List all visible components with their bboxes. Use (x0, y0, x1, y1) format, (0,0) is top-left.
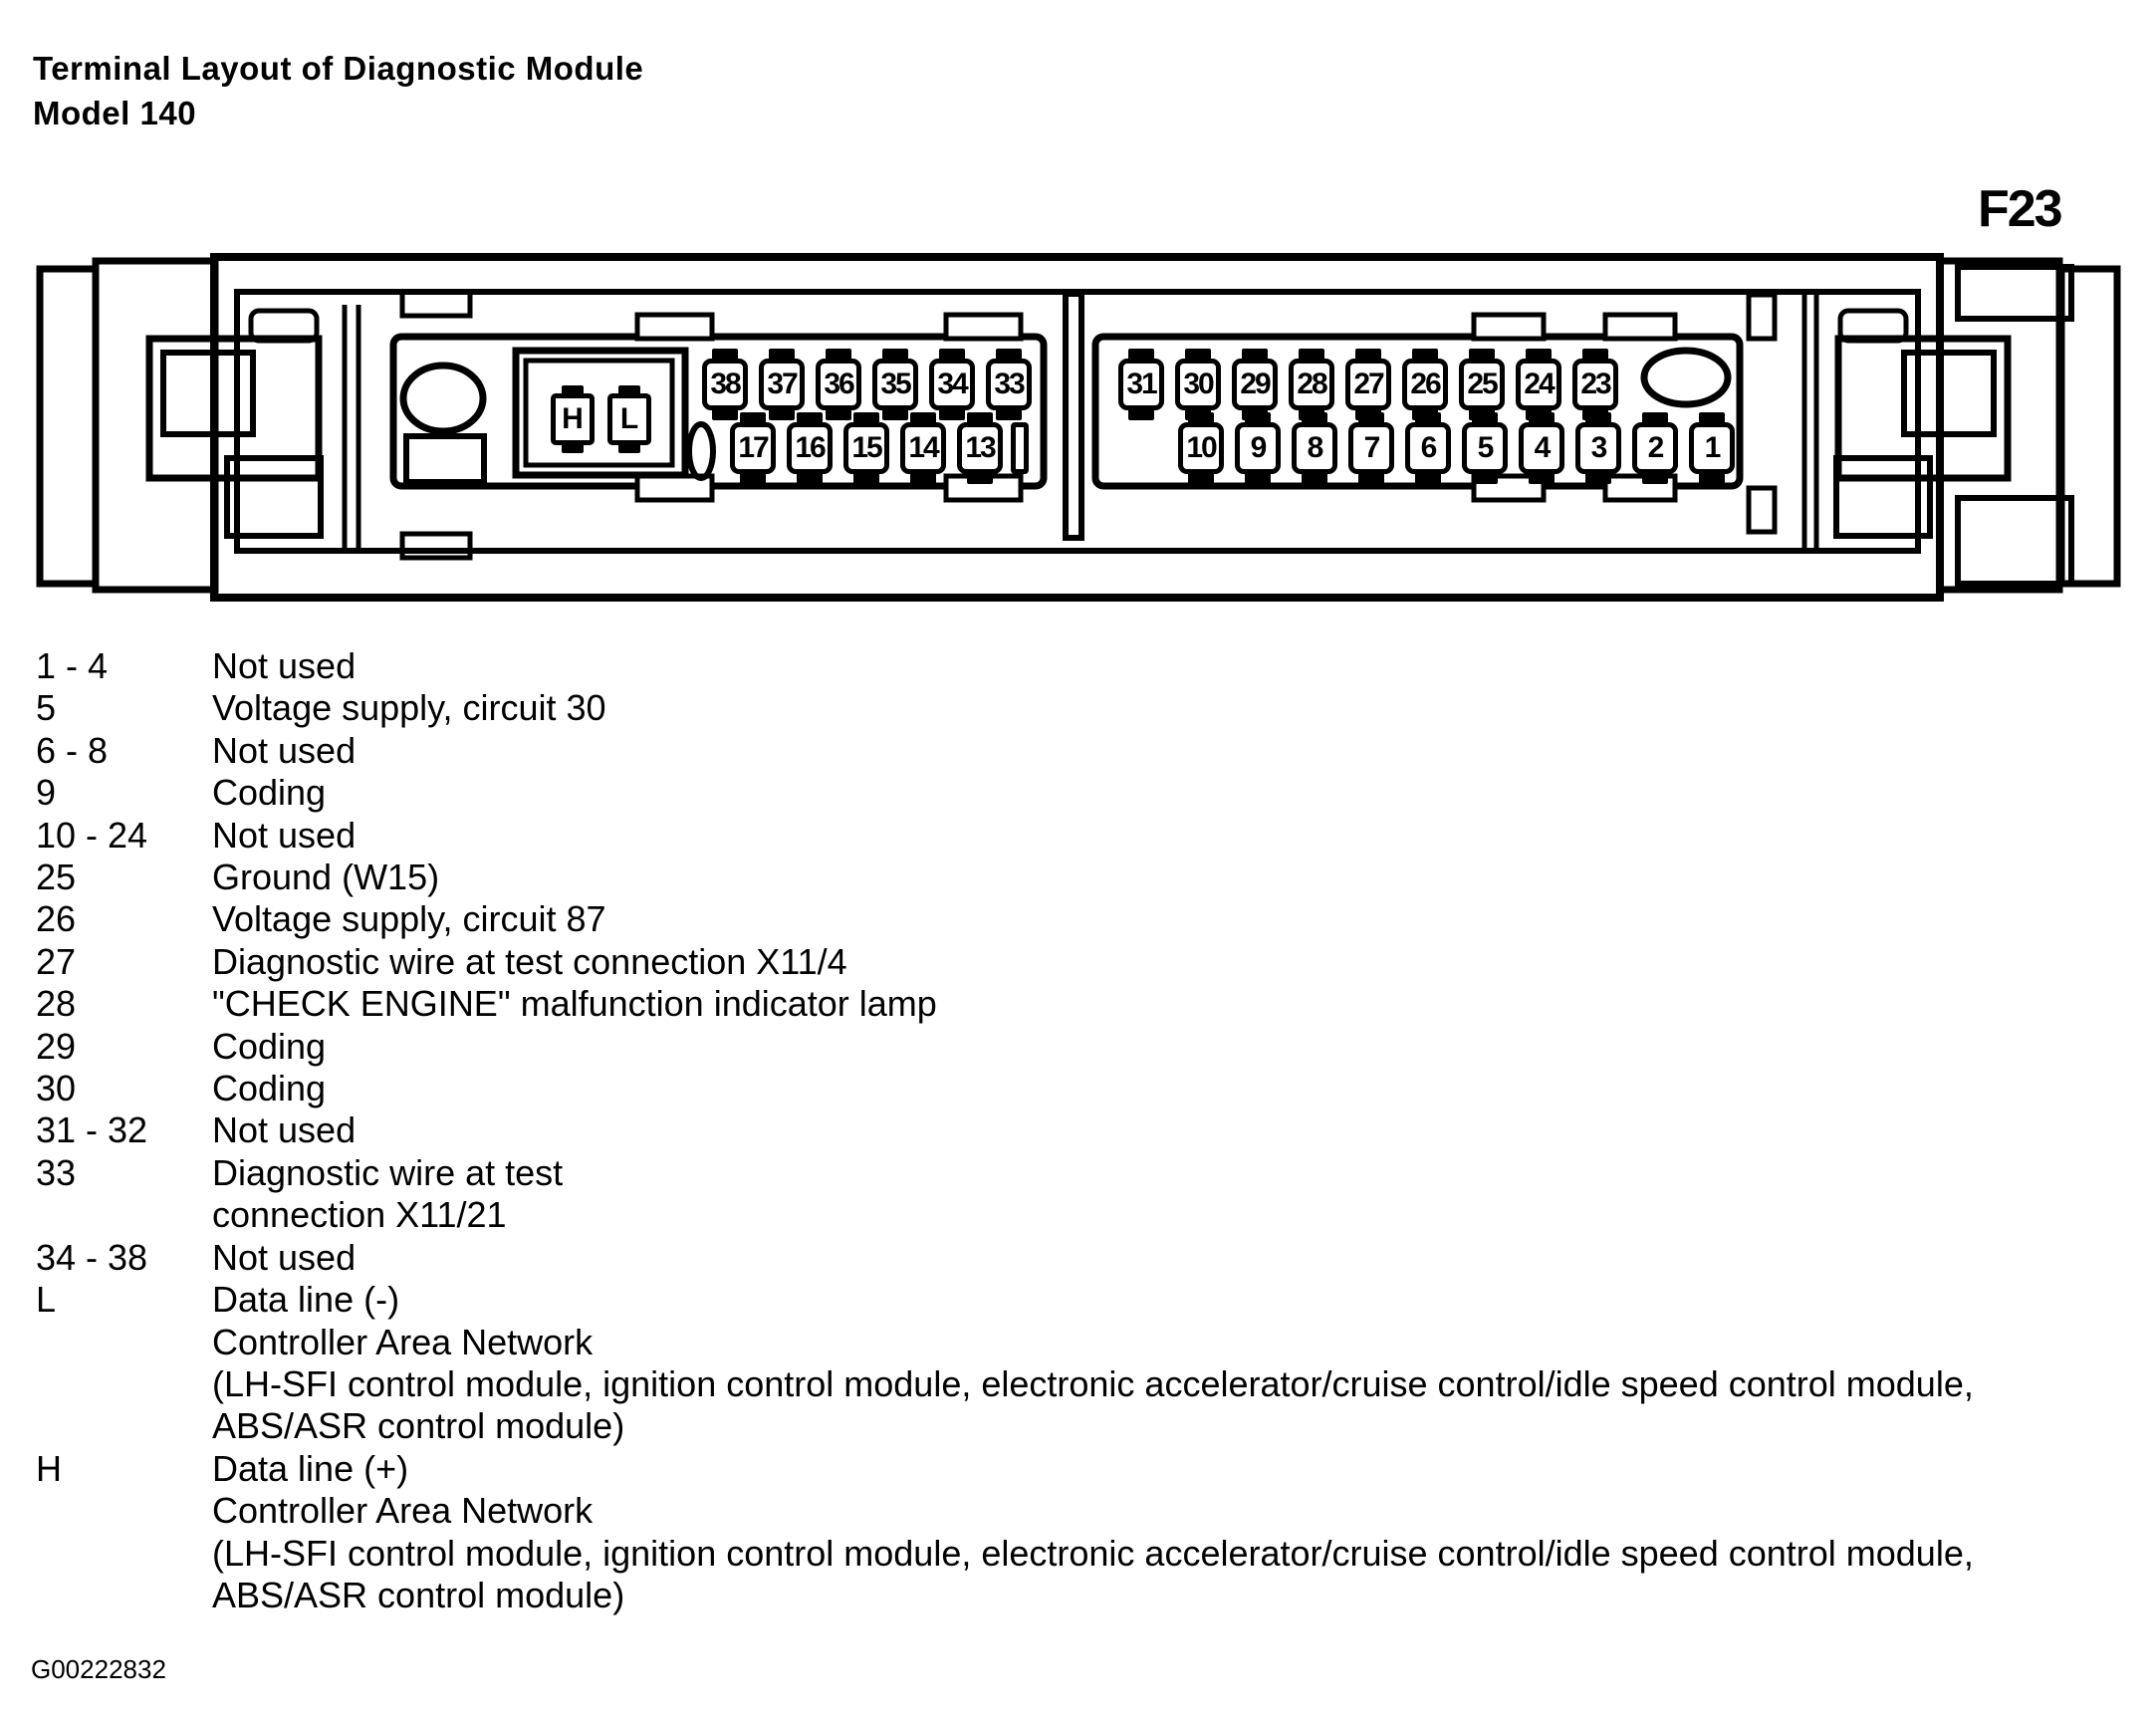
legend-term: 5 (36, 687, 57, 729)
legend-term: 10 - 24 (36, 814, 148, 856)
legend-row (36, 1448, 2132, 1617)
center-divider (1066, 294, 1081, 538)
legend-desc-line: Controller Area Network (212, 1321, 594, 1362)
terminal-pin: 14 (900, 422, 946, 474)
legend-row (36, 1279, 2132, 1448)
terminal-pin: 29 (1232, 359, 1278, 410)
terminal-pin: 30 (1175, 359, 1221, 410)
terminal-pin: 16 (787, 422, 833, 474)
terminal-row-hl (551, 393, 651, 445)
detail-rect-bottom-right (1749, 488, 1775, 532)
terminal-pin: 23 (1572, 359, 1618, 410)
legend-desc-line: (LH-SFI control module, ignition control module, electronic accelerator/cruise control/idle speed control module, (212, 1532, 1974, 1574)
legend-desc-line: Not used (212, 814, 357, 856)
terminal-pin: 33 (986, 359, 1032, 410)
legend-desc-line: "CHECK ENGINE" malfunction indicator lamp (212, 983, 937, 1025)
right-bracket-top (1958, 267, 2071, 319)
terminal-row-38-33 (702, 359, 1032, 410)
figure-id: G00222832 (31, 1654, 166, 1684)
legend-desc-line: Voltage supply, circuit 87 (212, 898, 606, 940)
legend-term: 26 (36, 898, 77, 940)
legend-desc-line: Not used (212, 1236, 357, 1278)
keyway-small-oval (689, 424, 713, 478)
legend-desc-line: Ground (W15) (212, 857, 440, 898)
keyway-oval-left (403, 366, 483, 431)
terminal-pin: 17 (730, 422, 776, 474)
left-end-cap (40, 269, 96, 584)
terminal-pin: 35 (872, 359, 918, 410)
page-title-line1: Terminal Layout of Diagnostic Module (33, 50, 644, 87)
legend-term: 33 (36, 1151, 77, 1193)
legend-desc-line: Data line (+) (212, 1447, 409, 1489)
detail-rect-top-left (402, 292, 470, 316)
legend-desc-line: Not used (212, 1109, 357, 1151)
legend-desc-line: Data line (-) (212, 1279, 400, 1321)
legend-term: H (36, 1447, 62, 1489)
keyway-oval-right (1644, 351, 1728, 404)
legend-row (36, 815, 2132, 857)
terminal-pin: 24 (1516, 359, 1561, 410)
legend-row (36, 645, 2132, 687)
terminal-pin: 10 (1178, 422, 1224, 474)
legend-row (36, 730, 2132, 772)
terminal-pin: 27 (1345, 359, 1391, 410)
legend-desc-line: Controller Area Network (212, 1490, 594, 1532)
legend-desc-line: ABS/ASR control module) (212, 1405, 625, 1447)
legend-row (36, 983, 2132, 1025)
legend-row (36, 772, 2132, 814)
legend-row (36, 898, 2132, 940)
legend-row (36, 1237, 2132, 1279)
legend-term: 28 (36, 983, 77, 1025)
legend-desc-line: Coding (212, 1068, 327, 1109)
terminal-row-31-23 (1118, 359, 1618, 410)
right-latch (1836, 311, 2008, 536)
terminal-pin: 5 (1462, 422, 1508, 474)
legend-desc-line: Diagnostic wire at test connection X11/4 (212, 940, 847, 982)
legend-term: 29 (36, 1025, 77, 1067)
detail-rect-top-right (1749, 295, 1775, 339)
terminal-pin: 9 (1235, 422, 1281, 474)
legend-row (36, 1152, 2132, 1237)
keyway-square-left (406, 436, 484, 482)
terminal-pin: 25 (1459, 359, 1505, 410)
left-block (96, 261, 215, 590)
terminal-pin: 13 (957, 422, 1003, 474)
legend-row (36, 941, 2132, 983)
legend-term: 25 (36, 857, 77, 898)
legend-term: 9 (36, 772, 57, 814)
terminal-row-17-13 (730, 422, 1003, 474)
terminal-row-10-1 (1178, 422, 1735, 474)
terminal-pin: 37 (759, 359, 805, 410)
terminal-pin: 1 (1689, 422, 1735, 474)
legend-desc-line: ABS/ASR control module) (212, 1574, 625, 1615)
terminal-pin: 7 (1348, 422, 1394, 474)
legend-row (36, 1068, 2132, 1109)
terminal-pin: 36 (816, 359, 861, 410)
terminal-legend (36, 645, 2132, 1616)
terminal-pin: 38 (702, 359, 748, 410)
terminal-pin: L (607, 393, 651, 445)
legend-desc-line: (LH-SFI control module, ignition control module, electronic accelerator/cruise control/idle speed control module, (212, 1362, 1974, 1404)
terminal-pin: 2 (1632, 422, 1678, 474)
terminal-pin: 6 (1405, 422, 1451, 474)
legend-term: 27 (36, 940, 77, 982)
legend-desc-line: Not used (212, 729, 357, 771)
legend-row (36, 857, 2132, 898)
terminal-pin: H (551, 393, 595, 445)
figure-label: F23 (1978, 180, 2061, 238)
detail-rect-bottom-left (402, 534, 470, 558)
legend-term: 6 - 8 (36, 729, 109, 771)
legend-desc-line: connection X11/21 (212, 1194, 507, 1236)
right-bracket-bottom (1958, 498, 2071, 584)
legend-term: 1 - 4 (36, 645, 109, 686)
legend-desc-line: Not used (212, 645, 357, 686)
legend-row (36, 1026, 2132, 1068)
legend-term: L (36, 1279, 57, 1321)
legend-desc-line: Coding (212, 772, 327, 814)
blank-terminal-slot (1011, 422, 1029, 474)
legend-row (36, 687, 2132, 729)
legend-desc-line: Diagnostic wire at test (212, 1151, 564, 1193)
terminal-pin: 8 (1292, 422, 1337, 474)
terminal-pin: 31 (1118, 359, 1164, 410)
legend-term: 34 - 38 (36, 1236, 148, 1278)
legend-row (36, 1109, 2132, 1151)
legend-desc-line: Voltage supply, circuit 30 (212, 687, 606, 729)
terminal-pin: 15 (843, 422, 889, 474)
terminal-pin: 34 (929, 359, 975, 410)
terminal-pin: 3 (1575, 422, 1621, 474)
terminal-pin: 26 (1402, 359, 1448, 410)
page-title-line2: Model 140 (33, 95, 197, 131)
terminal-pin: 28 (1289, 359, 1334, 410)
terminal-pin: 4 (1519, 422, 1564, 474)
legend-term: 31 - 32 (36, 1109, 148, 1151)
legend-desc-line: Coding (212, 1025, 327, 1067)
legend-term: 30 (36, 1068, 77, 1109)
